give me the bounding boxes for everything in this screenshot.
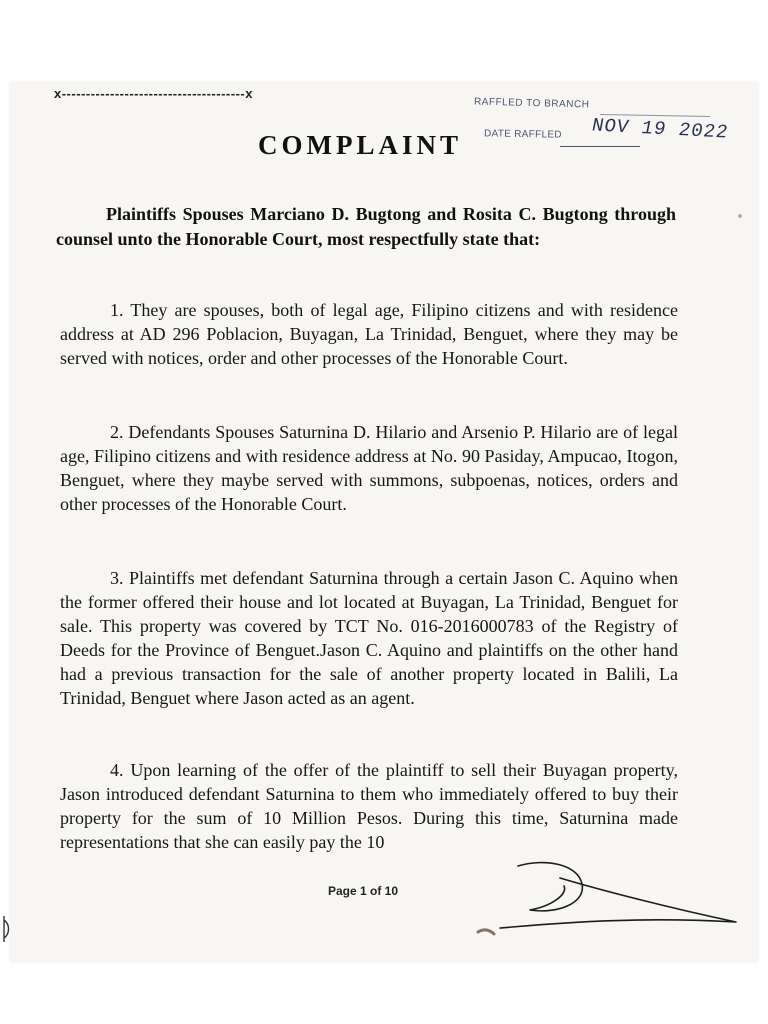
paragraph-2: 2. Defendants Spouses Saturnina D. Hilario and Arsenio P. Hilario are of legal age, Filipino citizens and with residence address at No. 90 Pasiday, Ampucao, Itogon, Benguet, where they maybe served with summons, subpoenas, notices, orders and other processes of the Honorable Court. bbox=[60, 422, 678, 514]
stamp-raffled-to-branch: RAFFLED TO BRANCH bbox=[473, 96, 590, 111]
stamp-date-raffled-label: DATE RAFFLED bbox=[483, 128, 562, 141]
paragraph-4: 4. Upon learning of the offer of the plaintiff to sell their Buyagan property, Jason introduced defendant Saturnina to them who immediately offered to buy their property for the sum of 10 Million Pesos. During this time, Saturnina made representations that she can easily pay the 10 bbox=[60, 760, 678, 852]
stamp-date: NOV 19 2022 bbox=[589, 114, 731, 144]
paper-speck bbox=[738, 214, 742, 218]
document-title: COMPLAINT bbox=[258, 130, 462, 160]
intro-paragraph: Plaintiffs Spouses Marciano D. Bugtong and Rosita C. Bugtong through counsel unto the Honorable Court, most respectfully state that: bbox=[56, 204, 676, 249]
caption-line: x--------------------------------------x bbox=[54, 86, 253, 101]
page-number: Page 1 of 10 bbox=[327, 884, 399, 898]
paragraph-1: 1. They are spouses, both of legal age, Filipino citizens and with residence address at AD 296 Poblacion, Buyagan, La Trinidad, Benguet, where they may be served with notices, order and other processes of the Honorable Court. bbox=[60, 300, 678, 368]
signature-image bbox=[460, 850, 750, 950]
edge-mark bbox=[0, 914, 14, 944]
paragraph-3: 3. Plaintiffs met defendant Saturnina through a certain Jason C. Aquino when the former offered their house and lot located at Buyagan, La Trinidad, Benguet for sale. This property was covered by TCT No. 016-2016000783 of the Registry of Deeds for the Province of Benguet.Jason C. Aquino and plaintiffs on the other hand had a previous transaction for the sale of another property located in Balili, La Trinidad, Benguet where Jason acted as an agent. bbox=[60, 568, 678, 708]
